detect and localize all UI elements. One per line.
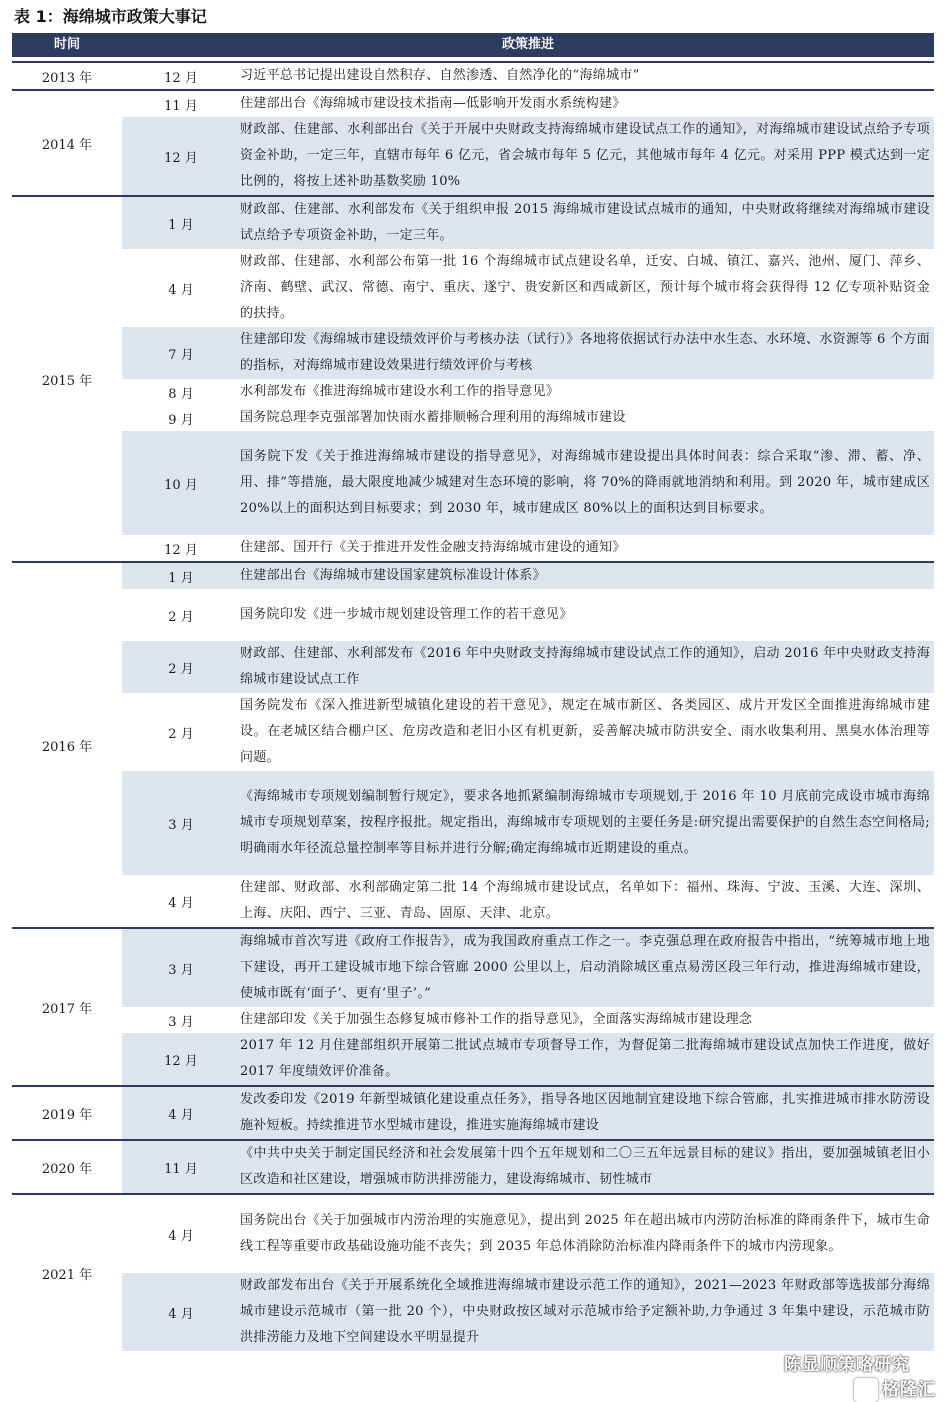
month-cell: 4 月: [168, 895, 194, 911]
table-row: [122, 327, 934, 379]
header-time: 时间: [53, 37, 80, 52]
table-row: [122, 563, 934, 589]
year-cell: 2021 年: [41, 1267, 93, 1283]
year-group: [12, 1193, 934, 1351]
policy-text: 国务院发布《深入推进新型城镇化建设的若干意见》，规定在城市新区、各类园区、成片开发区全面推进海绵城市建设。在老城区结合棚户区、危房改造和老旧小区有机更新，妥善解决城市防洪安全、雨水收集利用、黑臭水体治理等问题。: [240, 698, 930, 765]
year-cell: 2020 年: [41, 1161, 93, 1177]
year-cell: 2014 年: [41, 137, 93, 153]
policy-text: 海绵城市首次写进《政府工作报告》，成为我国政府重点工作之一。李克强总理在政府报告中指出，“统筹城市地上地下建设，再开工建设城市地下综合管廊 2000 公里以上，启动消除城区重点易涝区段三年行动，推进海绵城市建设，使城市既有‘面子’、更有‘里子’。”: [240, 934, 930, 1001]
month-cell: 7 月: [168, 347, 194, 363]
table-row: [122, 929, 934, 1007]
policy-text: 住建部出台《海绵城市建设国家建筑标准设计体系》: [240, 568, 546, 583]
year-group: [12, 927, 934, 1085]
year-cell: 2017 年: [41, 1001, 93, 1017]
watermark-author: 陈显顺策略研究: [784, 1355, 910, 1375]
month-cell: 11 月: [164, 1161, 198, 1177]
month-cell: 12 月: [164, 1053, 198, 1069]
year-group: [12, 61, 934, 89]
table-row: [122, 379, 934, 405]
year-group: [12, 1139, 934, 1193]
month-cell: 8 月: [168, 386, 194, 402]
policy-text: 《海绵城市专项规划编制暂行规定》，要求各地抓紧编制海绵城市专项规划,于 2016 年 10 月底前完成设市城市海绵城市专项规划草案，按程序报批。规定指出，海绵城市专项规划的主要任务是:研究提出需要保护的自然生态空间格局;明确雨水年径流总量控制率等目标并进行分解;确定海绵城市近期建设的重点。: [240, 789, 930, 856]
policy-text: 习近平总书记提出建设自然积存、自然渗透、自然净化的“海绵城市”: [240, 68, 640, 83]
year-cell: 2013 年: [41, 70, 93, 86]
table-row: [122, 1007, 934, 1033]
year-cell: 2019 年: [41, 1107, 93, 1123]
table-row: [122, 589, 934, 641]
watermark-brand: 格隆汇: [882, 1380, 936, 1400]
month-cell: 4 月: [168, 1107, 194, 1123]
table-row: [122, 1033, 934, 1085]
month-cell: 12 月: [164, 150, 198, 166]
table-row: [122, 1195, 934, 1273]
policy-text: 财政部发布出台《关于开展系统化全域推进海绵城市建设示范工作的通知》，2021—2023 年财政部等选拔部分海绵城市建设示范城市（第一批 20 个），中央财政按区域对示范城市给予定额补助,力争通过 3 年集中建设，示范城市防洪排涝能力及地下空间建设水平明显提升: [240, 1278, 930, 1345]
table-row: [122, 249, 934, 327]
table-row: [122, 641, 934, 693]
year-group: [12, 89, 934, 195]
month-cell: 9 月: [168, 412, 194, 428]
year-group: [12, 1085, 934, 1139]
table-row: [122, 197, 934, 249]
table-row: [122, 117, 934, 195]
policy-text: 财政部、住建部、水利部出台《关于开展中央财政支持海绵城市建设试点工作的通知》，对海绵城市建设试点给予专项资金补助，一定三年，直辖市每年 6 亿元，省会城市每年 5 亿元，其他城市每年 4 亿元。对采用 PPP 模式达到一定比例的，将按上述补助基数奖励 10%: [240, 122, 930, 189]
table-body: [12, 61, 934, 1351]
policy-text: 国务院总理李克强部署加快雨水蓄排顺畅合理利用的海绵城市建设: [240, 410, 626, 425]
month-cell: 3 月: [168, 1014, 194, 1030]
table-row: [122, 63, 934, 89]
month-cell: 3 月: [168, 962, 194, 978]
table-row: [122, 1273, 934, 1351]
month-cell: 2 月: [168, 609, 194, 625]
month-cell: 12 月: [164, 542, 198, 558]
g-logo-icon: [854, 1378, 878, 1402]
wechat-icon: [718, 1354, 744, 1374]
table-row: [122, 1141, 934, 1193]
table-row: [122, 771, 934, 875]
policy-text: 财政部、住建部、水利部发布《2016 年中央财政支持海绵城市建设试点工作的通知》，启动 2016 年中央财政支持海绵城市建设试点工作: [240, 646, 930, 687]
watermark: [706, 1355, 936, 1400]
policy-text: 《中共中央关于制定国民经济和社会发展第十四个五年规划和二〇三五年远景目标的建议》指出，要加强城镇老旧小区改造和社区建设，增强城市防洪排涝能力，建设海绵城市、韧性城市: [240, 1146, 930, 1187]
month-cell: 11 月: [164, 98, 198, 114]
policy-text: 2017 年 12 月住建部组织开展第二批试点城市专项督导工作，为督促第二批海绵城市建设试点加快工作进度，做好 2017 年度绩效评价准备。: [240, 1038, 930, 1079]
month-cell: 12 月: [164, 70, 198, 86]
policy-text: 水利部发布《推进海绵城市建设水利工作的指导意见》: [240, 384, 560, 399]
policy-text: 发改委印发《2019 年新型城镇化建设重点任务》，指导各地区因地制宜建设地下综合管廊，扎实推进城市排水防涝设施补短板。持续推进节水型城市建设，推进实施海绵城市建设: [240, 1092, 930, 1133]
month-cell: 2 月: [168, 661, 194, 677]
policy-text: 财政部、住建部、水利部发布《关于组织申报 2015 海绵城市建设试点城市的通知，中央财政将继续对海绵城市建设试点给予专项资金补助，一定三年。: [240, 202, 930, 243]
table-row: [122, 535, 934, 561]
table-row: [122, 693, 934, 771]
month-cell: 4 月: [168, 1228, 194, 1244]
table-row: [122, 875, 934, 927]
table-row: [122, 91, 934, 117]
year-group: [12, 561, 934, 927]
table-row: [122, 1087, 934, 1139]
table-caption: 表 1：海绵城市政策大事记: [14, 7, 207, 26]
header-policy: 政策推进: [501, 37, 554, 52]
table-row: [122, 431, 934, 535]
month-cell: 1 月: [168, 570, 194, 586]
policy-text: 住建部印发《海绵城市建设绩效评价与考核办法（试行）》各地将依据试行办法中水生态、水环境、水资源等 6 个方面的指标，对海绵城市建设效果进行绩效评价与考核: [240, 332, 930, 373]
month-cell: 10 月: [164, 477, 198, 493]
month-cell: 4 月: [168, 1306, 194, 1322]
year-cell: 2016 年: [41, 739, 93, 755]
policy-text: 住建部印发《关于加强生态修复城市修补工作的指导意见》，全面落实海绵城市建设理念: [240, 1012, 753, 1027]
month-cell: 3 月: [168, 817, 194, 833]
policy-text: 住建部、国开行《关于推进开发性金融支持海绵城市建设的通知》: [240, 540, 626, 555]
policy-text: 住建部出台《海绵城市建设技术指南—低影响开发雨水系统构建》: [240, 96, 626, 111]
month-cell: 1 月: [168, 217, 194, 233]
policy-text: 国务院出台《关于加强城市内涝治理的实施意见》，提出到 2025 年在超出城市内涝防治标准的降雨条件下，城市生命线工程等重要市政基础设施功能不丧失；到 2035 年总体消除防治标准内降雨条件下的城市内涝现象。: [240, 1213, 930, 1254]
table-header: [12, 33, 934, 57]
year-group: [12, 195, 934, 561]
policy-text: 财政部、住建部、水利部公布第一批 16 个海绵城市试点建设名单，迁安、白城、镇江、嘉兴、池州、厦门、萍乡、济南、鹤壁、武汉、常德、南宁、重庆、遂宁、贵安新区和西咸新区，预计每个城市将会获得得 12 亿专项补贴资金的扶持。: [240, 254, 930, 321]
policy-text: 住建部、财政部、水利部确定第二批 14 个海绵城市建设试点，名单如下：福州、珠海、宁波、玉溪、大连、深圳、上海、庆阳、西宁、三亚、青岛、固原、天津、北京。: [240, 880, 930, 921]
policy-text: 国务院下发《关于推进海绵城市建设的指导意见》，对海绵城市建设提出具体时间表：综合采取“渗、滞、蓄、净、用、排”等措施，最大限度地减少城建对生态环境的影响，将 70%的降雨就地消纳和利用。到 2020 年，城市建成区 20%以上的面积达到目标要求；到 2030 年，城市建成区 80%以上的面积达到目标要求。: [240, 449, 930, 516]
year-cell: 2015 年: [41, 373, 93, 389]
table-row: [122, 405, 934, 431]
policy-text: 国务院印发《进一步城市规划建设管理工作的若干意见》: [240, 607, 573, 622]
month-cell: 4 月: [168, 282, 194, 298]
month-cell: 2 月: [168, 726, 194, 742]
